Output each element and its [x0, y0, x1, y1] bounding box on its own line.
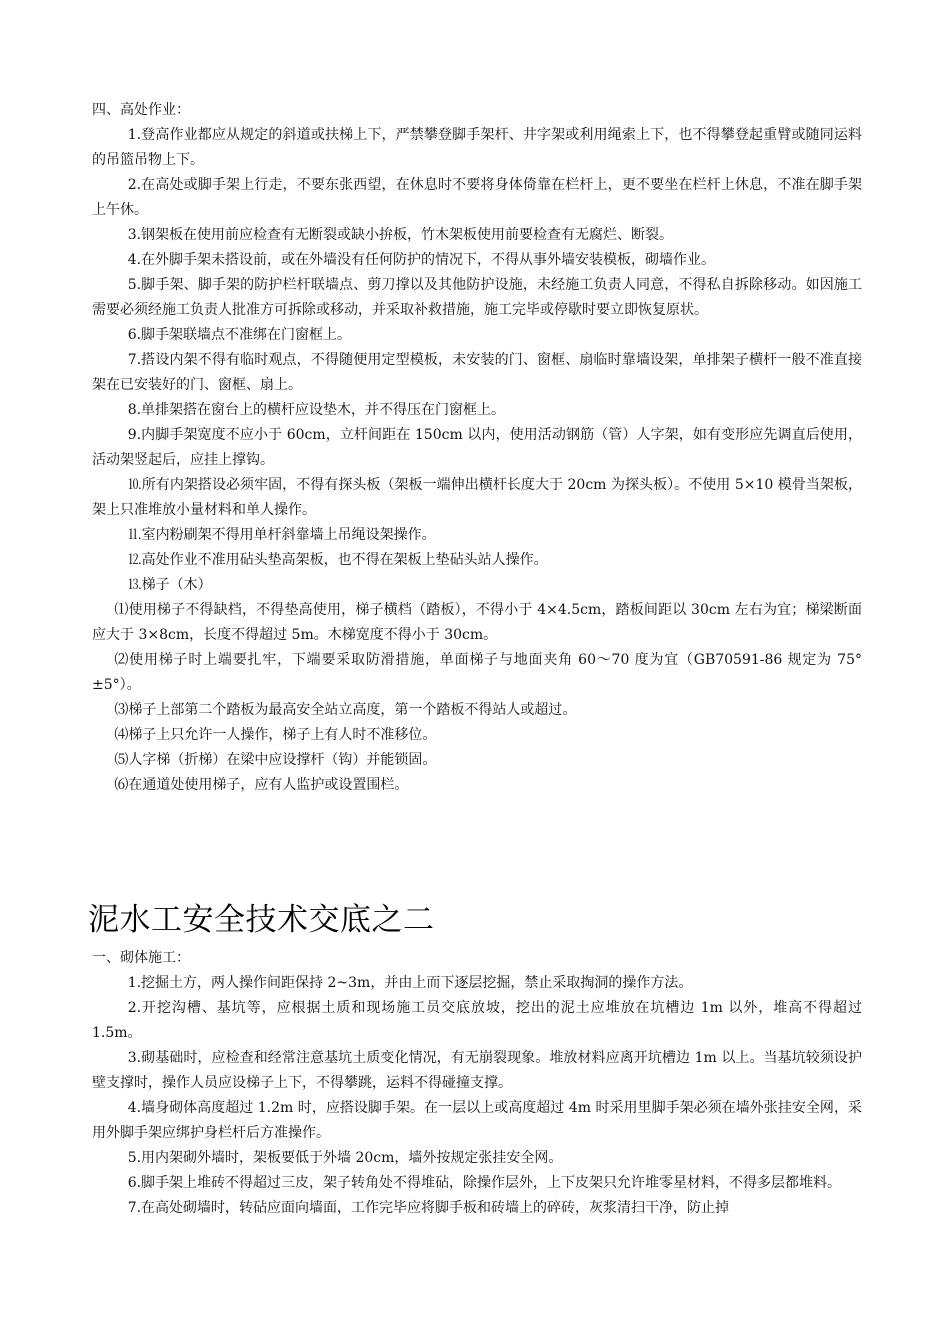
section-heading: 四、高处作业： [92, 102, 190, 118]
section-high-work [92, 98, 862, 798]
paragraph-item: 9.内脚手架宽度不应小于 60cm，立杆间距在 150cm 以内，使用活动钢筋（管）人字架，如有变形应先调直后使用，活动架竖起后，应挂上撑钩。 [92, 427, 862, 468]
ladder-sub-item: ⑵使用梯子时上端要扎牢，下端要采取防滑措施，单面梯子与地面夹角 60～70 度为宜（GB70591-86 规定为 75°±5°）。 [92, 652, 862, 693]
section-masonry-work [92, 946, 862, 1221]
paragraph-item: 6.脚手架联墙点不准绑在门窗框上。 [127, 327, 352, 343]
paragraph-item: 5.脚手架、脚手架的防护栏杆联墙点、剪刀撑以及其他防护设施，未经施工负责人同意，不得私自拆除移动。如因施工需要必须经施工负责人批准方可拆除或移动，并采取补救措施，施工完毕或停歇时要立即恢复原状。 [92, 277, 862, 318]
paragraph-item: ⒑所有内架搭设必须牢固，不得有探头板（架板一端伸出横杆长度大于 20cm 为探头板）。不使用 5×10 模骨当架板，架上只准堆放小量材料和单人操作。 [92, 477, 862, 518]
paragraph-item: ⒓高处作业不准用砧头垫高架板，也不得在架板上垫砧头站人操作。 [127, 552, 548, 568]
ladder-sub-item: ⑹在通道处使用梯子，应有人监护或设置围栏。 [114, 777, 409, 793]
paragraph-item: ⒒室内粉刷架不得用单杆斜靠墙上吊绳设架操作。 [127, 527, 436, 543]
paragraph-item: 7.搭设内架不得有临时观点，不得随便用定型模板，未安装的门、窗框、扇临时靠墙设架，单排架子横杆一般不准直接架在已安装好的门、窗框、扇上。 [92, 352, 862, 393]
ladder-sub-item: ⑶梯子上部第二个踏板为最高安全站立高度，第一个踏板不得站人或超过。 [114, 702, 577, 718]
paragraph-item: 2.在高处或脚手架上行走，不要东张西望，在休息时不要将身体倚靠在栏杆上，更不要坐在栏杆上休息，不准在脚手架上午休。 [92, 177, 862, 218]
paragraph-item: 1.挖掘土方，两人操作间距保持 2~3m，并由上而下逐层挖掘，禁止采取掏洞的操作方法。 [127, 975, 693, 991]
section-heading: 一、砌体施工： [92, 950, 190, 966]
paragraph-item: 1.登高作业都应从规定的斜道或扶梯上下，严禁攀登脚手架杆、井字架或利用绳索上下，也不得攀登起重臂或随同运料的吊篮吊物上下。 [92, 127, 862, 168]
ladder-sub-item: ⑸人字梯（折梯）在梁中应设撑杆（钩）并能锁固。 [114, 752, 437, 768]
paragraph-item: 5.用内架砌外墙时，架板要低于外墙 20cm，墙外按规定张挂安全网。 [127, 1150, 563, 1166]
ladder-sub-item: ⑷梯子上只允许一人操作，梯子上有人时不准移位。 [114, 727, 437, 743]
paragraph-item: 6.脚手架上堆砖不得超过三皮，架子转角处不得堆砧，除操作层外，上下皮架只允许堆零星材料，不得多层都堆料。 [127, 1175, 842, 1191]
ladder-sub-item: ⑴使用梯子不得缺档，不得垫高使用，梯子横档（踏板），不得小于 4×4.5cm，踏板间距以 30cm 左右为宜；梯梁断面应大于 3×8cm，长度不得超过 5m。木梯宽度不得小于 30cm。 [92, 602, 862, 643]
paragraph-item: 4.墙身砌体高度超过 1.2m 时，应搭设脚手架。在一层以上或高度超过 4m 时采用里脚手架必须在墙外张挂安全网，采用外脚手架应绑护身栏杆后方准操作。 [92, 1100, 862, 1141]
document-title: 泥水工安全技术交底之二 [88, 902, 435, 938]
paragraph-item: 7.在高处砌墙时，转砧应面向墙面，工作完毕应将脚手板和砖墙上的碎砖，灰浆清扫干净，防止掉 [127, 1200, 730, 1216]
paragraph-item: 8.单排架搭在窗台上的横杆应设垫木，并不得压在门窗框上。 [127, 402, 506, 418]
paragraph-item: 2.开挖沟槽、基坑等，应根据土质和现场施工员交底放坡，挖出的泥土应堆放在坑槽边 1m 以外，堆高不得超过 1.5m。 [92, 1000, 862, 1041]
paragraph-item: 3.砌基础时，应检查和经常注意基坑土质变化情况，有无崩裂现象。堆放材料应离开坑槽边 1m 以上。当基坑较须设护壁支撑时，操作人员应设梯子上下，不得攀跳，运料不得碰撞支撑。 [92, 1050, 862, 1091]
paragraph-item: ⒔梯子（木） [127, 577, 212, 593]
paragraph-item: 3.钢架板在使用前应检查有无断裂或缺小拚板，竹木架板使用前要检查有无腐烂、断裂。 [127, 227, 674, 243]
paragraph-item: 4.在外脚手架未搭设前，或在外墙没有任何防护的情况下，不得从事外墙安装模板，砌墙作业。 [127, 252, 716, 268]
